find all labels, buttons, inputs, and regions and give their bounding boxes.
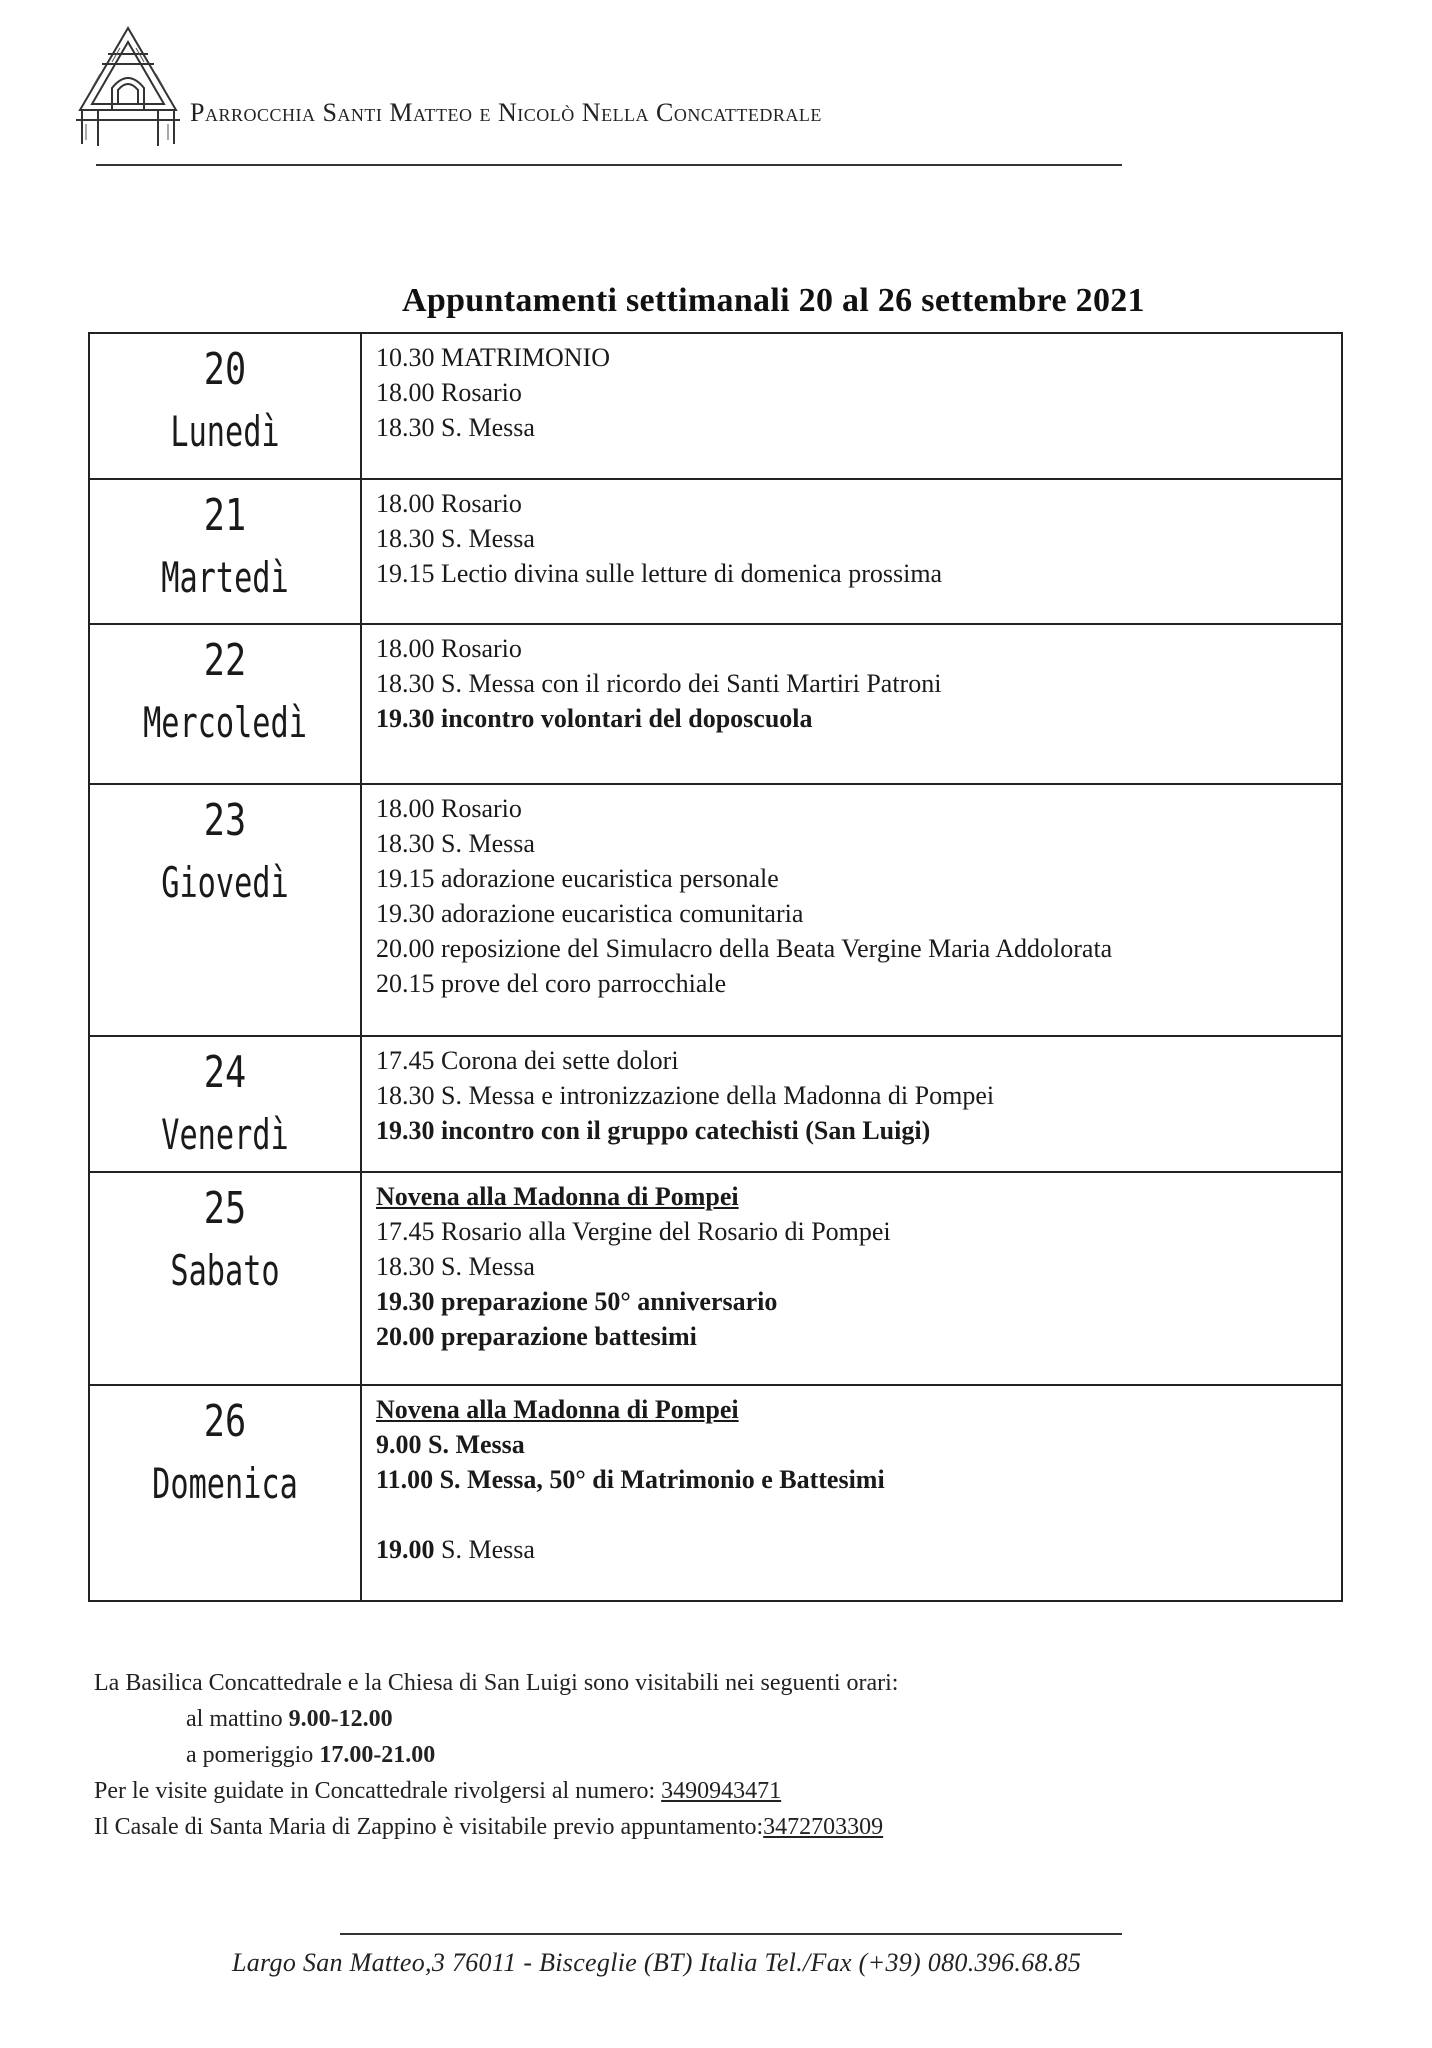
events-cell bbox=[361, 479, 1342, 624]
event-text: S. Messa bbox=[434, 1535, 535, 1564]
casale-phone[interactable]: 3472703309 bbox=[763, 1814, 884, 1840]
events-cell bbox=[361, 1172, 1342, 1385]
day-name: Sabato bbox=[170, 1246, 280, 1295]
event-line: 19.15 adorazione eucaristica personale bbox=[376, 864, 779, 893]
parish-logo bbox=[72, 24, 184, 148]
footer-divider bbox=[340, 1933, 1122, 1935]
afternoon-hours-line bbox=[94, 1737, 898, 1773]
morning-hours: 9.00-12.00 bbox=[288, 1706, 393, 1732]
day-number: 20 bbox=[203, 344, 247, 395]
event-line: 11.00 S. Messa, 50° di Matrimonio e Battesimi bbox=[376, 1465, 885, 1494]
event-spacer bbox=[376, 1497, 1341, 1532]
afternoon-label: a pomeriggio bbox=[186, 1742, 320, 1768]
event-line: 17.45 Corona dei sette dolori bbox=[376, 1046, 679, 1075]
schedule-row-24 bbox=[89, 1036, 1342, 1172]
header-divider bbox=[96, 164, 1122, 166]
event-line: 9.00 S. Messa bbox=[376, 1430, 525, 1459]
schedule-row-21 bbox=[89, 479, 1342, 624]
day-number: 26 bbox=[203, 1396, 247, 1447]
event-line: 20.15 prove del coro parrocchiale bbox=[376, 969, 727, 998]
afternoon-hours: 17.00-21.00 bbox=[319, 1742, 436, 1768]
guided-tours-phone[interactable]: 3490943471 bbox=[661, 1778, 782, 1804]
events-cell bbox=[361, 624, 1342, 784]
event-line: 19.15 Lectio divina sulle letture di domenica prossima bbox=[376, 559, 943, 588]
schedule-row-26 bbox=[89, 1385, 1342, 1601]
day-number: 22 bbox=[203, 635, 247, 686]
day-name: Mercoledì bbox=[143, 698, 307, 747]
day-name: Giovedì bbox=[161, 858, 289, 907]
day-number: 21 bbox=[203, 490, 247, 541]
guided-tours-text: Per le visite guidate in Concattedrale rivolgersi al numero: bbox=[94, 1778, 662, 1804]
event-line: 19.30 preparazione 50° anniversario bbox=[376, 1287, 778, 1316]
parish-name: Parrocchia Santi Matteo e Nicolò Nella Concattedrale bbox=[190, 98, 822, 127]
event-line: 18.00 Rosario bbox=[376, 794, 522, 823]
schedule-row-20 bbox=[89, 333, 1342, 479]
events-cell bbox=[361, 333, 1342, 479]
event-line: 19.30 adorazione eucaristica comunitaria bbox=[376, 899, 804, 928]
event-time: 19.00 bbox=[376, 1535, 435, 1564]
event-line: 18.30 S. Messa e intronizzazione della Madonna di Pompei bbox=[376, 1081, 995, 1110]
morning-hours-line bbox=[94, 1701, 898, 1737]
footer-address: Largo San Matteo,3 76011 - Bisceglie (BT) Italia Tel./Fax (+39) 080.396.68.85 bbox=[232, 1948, 1082, 1977]
day-cell bbox=[89, 1036, 361, 1172]
day-name: Martedì bbox=[161, 553, 289, 602]
day-name: Venerdì bbox=[161, 1110, 289, 1159]
event-line: 18.00 Rosario bbox=[376, 489, 522, 518]
event-line: 18.30 S. Messa con il ricordo dei Santi Martiri Patroni bbox=[376, 669, 942, 698]
day-cell bbox=[89, 1385, 361, 1601]
schedule-row-23 bbox=[89, 784, 1342, 1036]
event-line: 20.00 preparazione battesimi bbox=[376, 1322, 697, 1351]
visiting-notes bbox=[94, 1665, 898, 1845]
event-line: 18.30 S. Messa bbox=[376, 829, 535, 858]
morning-label: al mattino bbox=[186, 1706, 289, 1732]
casale-text: Il Casale di Santa Maria di Zappino è visitabile previo appuntamento: bbox=[94, 1814, 764, 1840]
event-line: 18.30 S. Messa bbox=[376, 1252, 535, 1281]
event-line: 20.00 reposizione del Simulacro della Beata Vergine Maria Addolorata bbox=[376, 934, 1113, 963]
guided-tours-line bbox=[94, 1773, 898, 1809]
schedule-row-22 bbox=[89, 624, 1342, 784]
event-line bbox=[376, 1532, 1341, 1567]
event-heading: Novena alla Madonna di Pompei bbox=[376, 1182, 739, 1211]
schedule-row-25 bbox=[89, 1172, 1342, 1385]
day-number: 25 bbox=[203, 1183, 247, 1234]
page-title: Appuntamenti settimanali 20 al 26 settembre 2021 bbox=[402, 282, 1145, 319]
day-name: Lunedì bbox=[170, 407, 280, 456]
event-line: 10.30 MATRIMONIO bbox=[376, 343, 610, 372]
event-line: 18.00 Rosario bbox=[376, 378, 522, 407]
event-line: 18.30 S. Messa bbox=[376, 413, 535, 442]
day-cell bbox=[89, 479, 361, 624]
day-name: Domenica bbox=[152, 1459, 298, 1508]
event-line: 18.00 Rosario bbox=[376, 634, 522, 663]
visiting-intro: La Basilica Concattedrale e la Chiesa di San Luigi sono visitabili nei seguenti orari: bbox=[94, 1670, 899, 1696]
event-heading: Novena alla Madonna di Pompei bbox=[376, 1395, 739, 1424]
events-cell bbox=[361, 1385, 1342, 1601]
events-cell bbox=[361, 1036, 1342, 1172]
event-line: 19.30 incontro con il gruppo catechisti (San Luigi) bbox=[376, 1116, 931, 1145]
day-cell bbox=[89, 333, 361, 479]
day-cell bbox=[89, 784, 361, 1036]
casale-line bbox=[94, 1809, 898, 1845]
events-cell bbox=[361, 784, 1342, 1036]
day-number: 23 bbox=[203, 795, 247, 846]
event-line: 18.30 S. Messa bbox=[376, 524, 535, 553]
event-line: 17.45 Rosario alla Vergine del Rosario di Pompei bbox=[376, 1217, 891, 1246]
weekly-schedule-table bbox=[88, 332, 1343, 1602]
event-line: 19.30 incontro volontari del doposcuola bbox=[376, 704, 813, 733]
day-cell bbox=[89, 624, 361, 784]
day-cell bbox=[89, 1172, 361, 1385]
day-number: 24 bbox=[203, 1047, 247, 1098]
